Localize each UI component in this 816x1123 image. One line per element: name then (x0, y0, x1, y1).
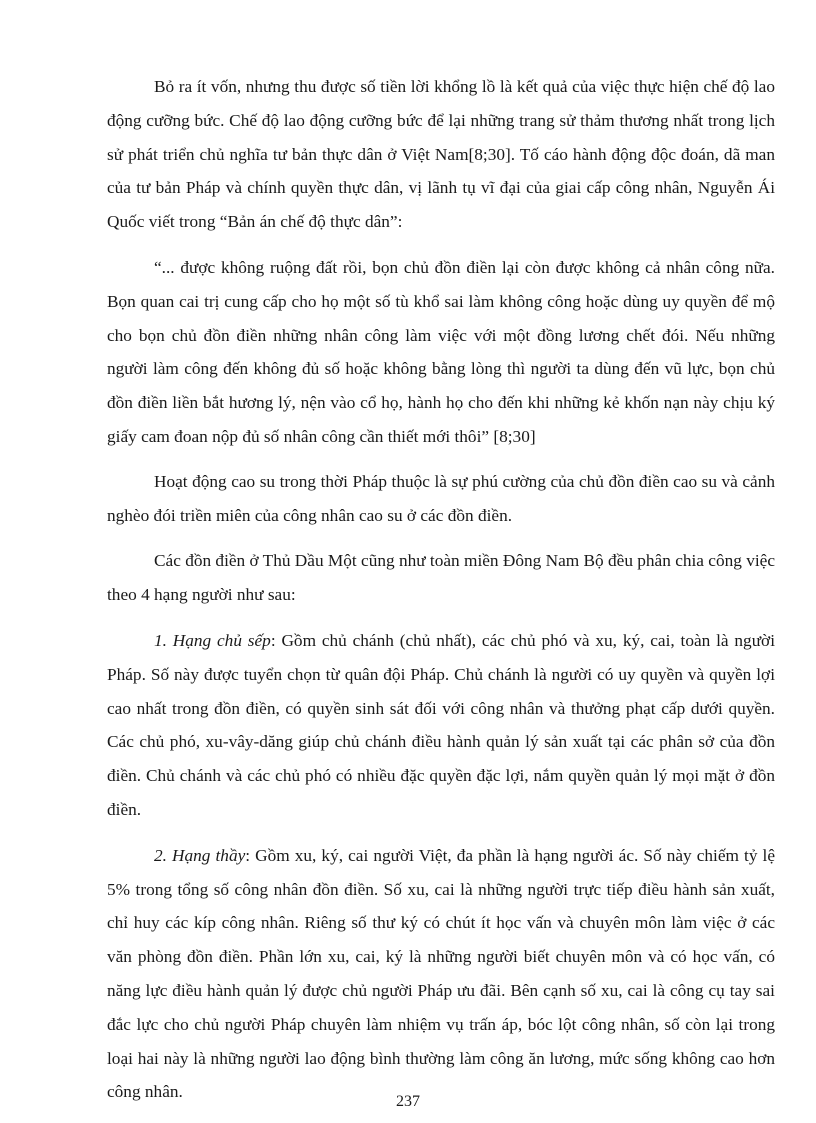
paragraph-intro (107, 70, 775, 239)
page-body (107, 70, 775, 1121)
paragraph-class-2 (107, 839, 775, 1109)
paragraph-quotation (107, 251, 775, 454)
page-number: 237 (396, 1093, 420, 1110)
paragraph-class-1 (107, 624, 775, 827)
paragraph-text: Bỏ ra ít vốn, nhưng thu được số tiền lời khổng lồ là kết quả của việc thực hiện chế độ lao động cưỡng bức. Chế độ lao động cưỡng bức để lại những trang sử thảm thương nhất trong lịch sử phát triển chủ nghĩa tư bản thực dân ở Việt Nam[8;30]. Tố cáo hành động độc đoán, dã man của tư bản Pháp và chính quyền thực dân, vị lãnh tụ vĩ đại của giai cấp công nhân, Nguyễn Ái Quốc viết trong “Bản án chế độ thực dân”: (107, 77, 775, 232)
paragraph-text: Các đồn điền ở Thủ Dầu Một cũng như toàn miền Đông Nam Bộ đều phân chia công việc theo 4 hạng người như sau: (107, 551, 775, 605)
class-1-heading: 1. Hạng chủ sếp (154, 630, 271, 650)
paragraph-text: : Gồm chủ chánh (chủ nhất), các chủ phó và xu, ký, cai, toàn là người Pháp. Số này được tuyển chọn từ quân đội Pháp. Chủ chánh là người có uy quyền và quyền lợi cao nhất trong đồn điền, có quyền sinh sát đối với công nhân và thưởng phạt cấp dưới quyền. Các chủ phó, xu-vây-dăng giúp chủ chánh điều hành quản lý sản xuất tại các phân sở của đồn điền. Chủ chánh và các chủ phó có nhiều đặc quyền đặc lợi, nắm quyền quản lý mọi mặt ở đồn điền. (107, 630, 775, 819)
class-2-heading: 2. Hạng thầy (154, 845, 246, 865)
paragraph-text: Hoạt động cao su trong thời Pháp thuộc là sự phú cường của chủ đồn điền cao su và cảnh nghèo đói triền miên của công nhân cao su ở các đồn điền. (107, 471, 775, 525)
paragraph-worker-classes (107, 544, 775, 612)
quotation-text: “... được không ruộng đất rồi, bọn chủ đồn điền lại còn được không cả nhân công nữa. Bọn quan cai trị cung cấp cho họ một số tù khổ sai làm không công hoặc dùng uy quyền để mộ cho bọn chủ đồn điền những nhân công làm việc với một đồng lương chết đói. Nếu những người làm công đến không đủ số hoặc không bằng lòng thì người ta dùng đến vũ lực, bọn chủ đồn điền liền bắt hương lý, nện vào cổ họ, hành họ cho đến khi những kẻ khốn nạn này chịu ký giấy cam đoan nộp đủ số nhân công cần thiết mới thôi” [8;30] (107, 257, 775, 446)
paragraph-rubber-activity (107, 465, 775, 533)
paragraph-text: : Gồm xu, ký, cai người Việt, đa phần là hạng người ác. Số này chiếm tỷ lệ 5% trong tổng số công nhân đồn điền. Số xu, cai là những người trực tiếp điều hành sản xuất, chỉ huy các kíp công nhân. Riêng số thư ký có chút ít học vấn và chuyên môn làm việc ở các văn phòng đồn điền. Phần lớn xu, cai, ký là những người biết chuyên môn và có học vấn, có năng lực điều hành quản lý được chủ người Pháp ưu đãi. Bên cạnh số xu, cai là công cụ tay sai đắc lực cho chủ người Pháp chuyên làm nhiệm vụ trấn áp, bóc lột công nhân, số còn lại trong loại hai này là những người lao động bình thường làm công ăn lương, mức sống không cao hơn công nhân. (107, 845, 775, 1102)
